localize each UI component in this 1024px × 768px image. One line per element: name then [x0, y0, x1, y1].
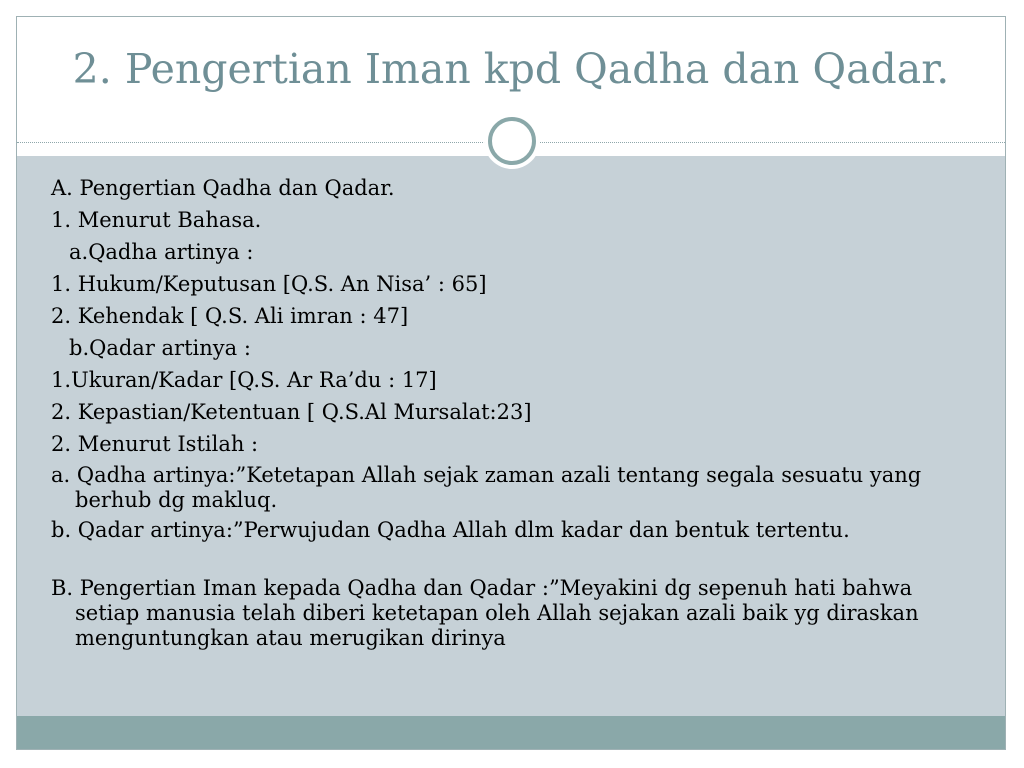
qadar-label: b.Qadar artinya :: [69, 336, 251, 360]
ring-icon: [488, 117, 536, 165]
list-item: 1. Hukum/Keputusan [Q.S. An Nisa’ : 65]: [51, 272, 487, 296]
footer-bar: [17, 716, 1005, 749]
heading-a: A. Pengertian Qadha dan Qadar.: [51, 176, 395, 200]
subheading-bahasa: 1. Menurut Bahasa.: [51, 208, 262, 232]
qadha-definition: a. Qadha artinya:”Ketetapan Allah sejak zaman azali tentang segala sesuatu yang berhub dg makluq.: [51, 463, 922, 512]
circle-ornament-icon: [484, 113, 540, 169]
subheading-istilah: 2. Menurut Istilah :: [51, 432, 259, 456]
qadar-definition: b. Qadar artinya:”Perwujudan Qadha Allah dlm kadar dan bentuk tertentu.: [51, 518, 850, 542]
qadha-label: a.Qadha artinya :: [69, 240, 254, 264]
list-item: 2. Kehendak [ Q.S. Ali imran : 47]: [51, 304, 409, 328]
slide-body: [51, 172, 971, 651]
iman-definition: B. Pengertian Iman kepada Qadha dan Qadar :”Meyakini dg sepenuh hati bahwa setiap manusia telah diberi ketetapan oleh Allah sejakan azali baik yg diraskan menguntungkan atau merugikan dirinya: [51, 576, 919, 650]
list-item: 1.Ukuran/Kadar [Q.S. Ar Ra’du : 17]: [51, 368, 437, 392]
slide-title: 2. Pengertian Iman kpd Qadha dan Qadar.: [72, 45, 950, 93]
list-item: 2. Kepastian/Ketentuan [ Q.S.Al Mursalat:23]: [51, 400, 532, 424]
